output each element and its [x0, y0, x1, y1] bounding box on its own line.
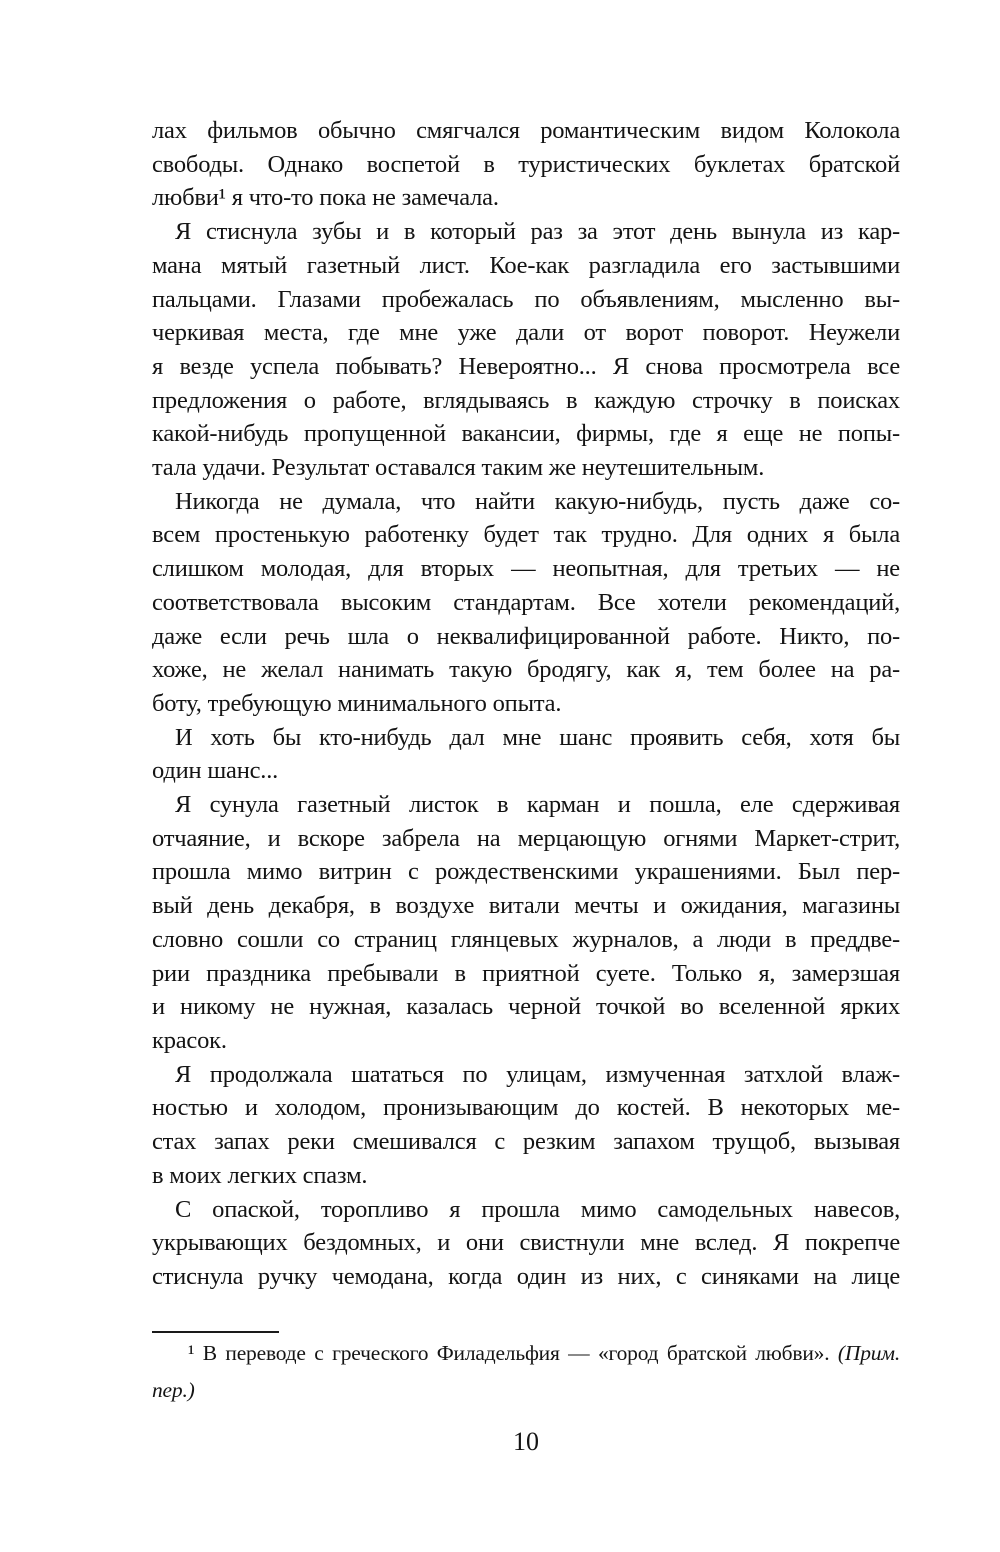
footnote [152, 1335, 900, 1409]
footnote-line [152, 1372, 900, 1409]
text-line: прошла мимо витрин с рождественскими украшениями. Был пер- [152, 858, 900, 886]
text-line: мана мятый газетный лист. Кое-как разгладила его застывшими [152, 251, 900, 279]
text-line: отчаяние, и вскоре забрела на мерцающую огнями Маркет-стрит, [152, 824, 900, 852]
text-line: я везде успела побывать? Невероятно... Я снова просмотрела все [152, 352, 900, 380]
text-line: любви¹ я что-то пока не замечала. [152, 184, 499, 212]
text-line: свободы. Однако воспетой в туристических буклетах братской [152, 150, 900, 178]
text-line: И хоть бы кто-нибудь дал мне шанс проявить себя, хотя бы [175, 723, 900, 751]
text-line: красок. [152, 1026, 227, 1054]
text-line: С опаской, торопливо я прошла мимо самодельных навесов, [175, 1195, 900, 1223]
paragraph [152, 1058, 900, 1193]
text-line: тала удачи. Результат оставался таким же неутешительным. [152, 454, 765, 482]
text-line: хоже, не желал нанимать такую бродягу, как я, тем более на ра- [152, 656, 900, 684]
text-line: Я стиснула зубы и в который раз за этот день вынула из кар- [175, 218, 900, 246]
paragraph [152, 1193, 900, 1294]
text-line: лах фильмов обычно смягчался романтическим видом Колокола [152, 117, 900, 144]
paragraph [152, 215, 900, 485]
text-line: даже если речь шла о неквалифицированной работе. Никто, по- [152, 622, 900, 650]
text-line: какой-нибудь пропущенной вакансии, фирмы, где я еще не попы- [152, 420, 900, 448]
text-line: всем простенькую работенку будет так трудно. Для одних я была [152, 521, 900, 549]
text-line: стиснула ручку чемодана, когда один из них, с синяками на лице [152, 1262, 900, 1290]
text-line: ностью и холодом, пронизывающим до костей. В некоторых ме- [152, 1094, 900, 1122]
text-line: рии праздника пребывали в приятной суете. Только я, замерзшая [152, 959, 900, 987]
page-number: 10 [513, 1427, 539, 1456]
footnote-italic-text: (Прим. [837, 1341, 900, 1365]
text-line: словно сошли со страниц глянцевых журналов, а люди в преддве- [152, 925, 900, 953]
paragraph [152, 788, 900, 1058]
text-line: слишком молодая, для вторых — неопытная, для третьих — не [152, 555, 900, 583]
paragraph [152, 721, 900, 788]
text-line: соответствовала высоким стандартам. Все хотели рекомендаций, [152, 588, 900, 616]
text-line: и никому не нужная, казалась черной точкой во вселенной ярких [152, 993, 900, 1021]
text-line: пальцами. Глазами пробежалась по объявлениям, мысленно вы- [152, 285, 900, 313]
text-line: Я сунула газетный листок в карман и пошла, еле сдерживая [175, 791, 900, 819]
paragraph [152, 485, 900, 721]
footnote-line [152, 1335, 900, 1372]
footnote-rule [152, 1331, 279, 1333]
footnote-text: ¹ В переводе с греческого Филадельфия — «город братской любви». [188, 1341, 838, 1365]
text-line: черкивая места, где мне уже дали от ворот поворот. Неужели [152, 319, 900, 347]
footnote-italic-text: пер.) [152, 1378, 195, 1402]
paragraph [152, 114, 900, 215]
text-line: в моих легких спазм. [152, 1161, 368, 1189]
text-line: вый день декабря, в воздухе витали мечты и ожидания, магазины [152, 892, 900, 920]
text-line: один шанс... [152, 757, 279, 785]
text-line: Никогда не думала, что найти какую-нибудь, пусть даже со- [175, 487, 900, 515]
text-line: Я продолжала шататься по улицам, измученная затхлой влаж- [175, 1060, 900, 1088]
body-text [152, 114, 900, 1294]
text-line: стах запах реки смешивался с резким запахом трущоб, вызывая [152, 1128, 900, 1156]
text-line: предложения о работе, вглядываясь в каждую строчку в поисках [152, 386, 900, 414]
text-line: боту, требующую минимального опыта. [152, 689, 562, 717]
text-line: укрывающих бездомных, и они свистнули мне вслед. Я покрепче [152, 1229, 900, 1257]
